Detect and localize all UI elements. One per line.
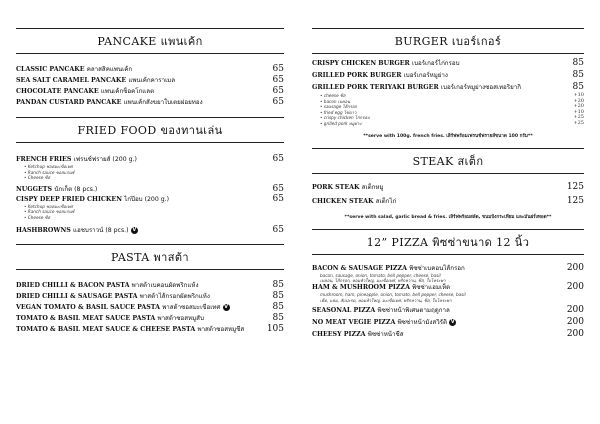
burger-item: [312, 60, 584, 68]
item-name: CHICKEN STEAK: [312, 197, 374, 205]
item-thai: เบอร์เกอร์หมูย่างซอสเทอริยากิ: [440, 84, 521, 91]
item-price: 85: [572, 70, 584, 80]
pizza-title: 12” PIZZA พิซซ่าขนาด 12 นิ้ว: [366, 235, 530, 249]
fried-top-rule: [16, 117, 284, 118]
pasta-top-rule: [16, 244, 284, 245]
item-thai: พาสต้าซอสมะเขือเทศ: [162, 303, 221, 311]
pizza-desc: mushroom, ham, pineapple, onion, tomato, bell pepper, cheese, basil: [320, 292, 466, 298]
item-thai: พาสต้าซอสหมูสับ: [157, 314, 204, 322]
pizza-top-rule: [312, 229, 584, 230]
item-price: 65: [272, 64, 284, 74]
item-thai: แฮชบราวน์ (8 pcs.): [72, 226, 129, 234]
item-price: 200: [566, 329, 584, 340]
pancake-item: [16, 88, 284, 96]
item-name: TOMATO & BASIL MEAT SAUCE PASTA: [16, 314, 156, 322]
addon-price: +25: [573, 114, 584, 121]
item-thai: พิซซ่าหน้าพิเศษตามฤดูกาล: [377, 307, 450, 315]
item-name: GRILLED PORK TERIYAKI BURGER: [312, 84, 439, 91]
option-note: • Cheese ชีส: [24, 175, 51, 181]
item-name: HASHBROWNS: [16, 226, 71, 234]
addon-price: +20: [573, 97, 584, 104]
pancake-item: [16, 77, 284, 85]
burger-title: BURGER เบอร์เกอร์: [394, 35, 502, 48]
item-thai: สเต็กไก่: [375, 197, 397, 205]
item-price: 105: [266, 323, 284, 334]
steak-top-rule: [312, 148, 584, 149]
right-column: [312, 28, 584, 339]
addon-name: • bacon เบคอน: [320, 98, 351, 104]
addon-name: • sausage ไส้กรอก: [320, 104, 358, 110]
vegan-badge-icon: V: [132, 226, 137, 233]
fried-title: FRIED FOOD ของทานเล่น: [77, 124, 223, 137]
item-thai: พาสต้าไส้กรอกผัดพริกแห้ง: [139, 292, 210, 300]
addon-price: +10: [573, 108, 584, 115]
pasta-bottom-rule: [16, 269, 284, 270]
item-name: DRIED CHILLI & BACON PASTA: [16, 281, 130, 289]
steak-item: [312, 195, 584, 206]
burger-bottom-rule: [312, 53, 584, 54]
item-price: 65: [272, 193, 284, 204]
item-name: CLASSIC PANCAKE: [16, 66, 85, 73]
pizza-desc: เบคอน, ไส้กรอก, หอมหัวใหญ่, มะเขือเทศ, พริกหวาน, ชีส, ใบโหระพา: [320, 277, 446, 283]
burger-item: [312, 84, 584, 92]
item-thai: พาสต้าซอสหมูชีส: [197, 325, 245, 333]
pasta-item: [16, 301, 284, 312]
pasta-item: [16, 312, 284, 323]
item-price: 125: [566, 181, 584, 192]
item-name: CISPY DEEP FRIED CHICKEN: [16, 195, 122, 203]
addon-note: [312, 121, 584, 127]
item-price: 125: [566, 195, 584, 206]
item-name: NUGGETS: [16, 185, 53, 193]
item-name: GRILLED PORK BURGER: [312, 72, 402, 79]
vegan-badge-icon: V: [224, 303, 228, 310]
item-thai: แพนเค้กคาราเมล: [128, 77, 176, 84]
item-name: HAM & MUSHROOM PIZZA: [312, 284, 410, 292]
item-name: CHOCOLATE PANCAKE: [16, 88, 99, 95]
item-thai: พิซซ่าหน้าชีส: [367, 331, 404, 339]
pancake-item: [16, 99, 284, 107]
item-price: 200: [566, 262, 584, 273]
item-thai: เบอร์เกอร์ไก่กรอบ: [411, 60, 460, 67]
item-name: SEA SALT CARAMEL PANCAKE: [16, 77, 127, 84]
pizza-item-cheesy: [312, 331, 584, 339]
pancake-top-rule: [16, 28, 284, 29]
burger-item: [312, 72, 584, 80]
item-thai: พาสต้าเบคอนผัดพริกแห้ง: [131, 281, 199, 289]
pizza-item-bacon: [312, 262, 584, 273]
pasta-item: [16, 279, 284, 290]
item-price: 65: [272, 183, 284, 194]
item-name: VEGAN TOMATO & BASIL SAUCE PASTA: [16, 303, 161, 311]
fried-item-chicken: [16, 193, 284, 204]
item-thai: พิซซ่าหน้ามังสวิรัติ: [397, 319, 448, 327]
pizza-item-seasonal: [312, 307, 584, 315]
item-name: FRENCH FRIES: [16, 156, 72, 163]
item-price: 65: [272, 86, 284, 96]
item-name: PORK STEAK: [312, 183, 360, 191]
addon-name: • fried egg ไข่ดาว: [320, 109, 357, 115]
item-price: 85: [272, 301, 284, 312]
pancake-bottom-rule: [16, 53, 284, 54]
item-name: NO MEAT VEGIE PIZZA: [312, 319, 396, 327]
fried-item-hashbrowns: [16, 224, 284, 235]
item-price: 65: [272, 97, 284, 107]
left-column: [16, 28, 284, 334]
addon-name: • cheese ชีส: [320, 93, 346, 98]
pancake-title: PANCAKE แพนเค้ก: [97, 35, 203, 48]
item-price: 85: [272, 279, 284, 290]
vegan-badge-icon: V: [450, 319, 455, 326]
option-note: • Ranch sauce ซอสแรนช์: [24, 169, 75, 175]
addon-price: +20: [573, 103, 584, 110]
option-note: • Cheese ชีส: [24, 214, 51, 220]
item-price: 85: [572, 58, 584, 68]
item-name: PANDAN CUSTARD PANCAKE: [16, 99, 122, 106]
steak-serve-note: **serve with salad, garlic bread & fries. เสิร์ฟพร้อมสลัด, ขนมปังกระเทียม และมันฝรั่งทอด**: [344, 214, 552, 220]
item-thai: แพนเค้กสังขยาใบเตยฝอยทอง: [123, 99, 203, 106]
item-price: 200: [566, 282, 584, 293]
pancake-item: [16, 66, 284, 74]
item-name: DRIED CHILLI & SAUSAGE PASTA: [16, 292, 138, 300]
pizza-item-ham: [312, 284, 584, 292]
item-price: 65: [272, 75, 284, 85]
steak-title: STEAK สเต็ก: [412, 154, 484, 168]
item-thai: เบอร์เกอร์หมูย่าง: [403, 72, 448, 79]
item-name: TOMATO & BASIL MEAT SAUCE & CHEESE PASTA: [16, 325, 196, 333]
item-price: 200: [566, 305, 584, 316]
item-thai: สเต็กหมู: [361, 183, 384, 191]
item-price: 65: [272, 224, 284, 235]
pizza-desc: bacon, sausage, onion, tomato, bell pepper, cheese, basil: [320, 272, 441, 278]
item-thai: คลาสสิคแพนเค้ก: [86, 66, 133, 73]
item-price: 85: [272, 290, 284, 301]
item-thai: พิซซ่าเบคอนไส้กรอก: [409, 264, 465, 272]
item-price: 65: [272, 154, 284, 164]
item-thai: นักเก็ต (8 pcs.): [54, 185, 98, 193]
pasta-item: [16, 290, 284, 301]
steak-item: [312, 181, 584, 192]
item-name: CHEESY PIZZA: [312, 331, 366, 339]
item-price: 200: [566, 317, 584, 328]
item-price: 85: [272, 312, 284, 323]
item-name: SEASONAL PIZZA: [312, 307, 376, 315]
addon-price: +25: [573, 119, 584, 126]
burger-serve-note: **serve with 100g. french fries. เสิร์ฟพร้อมเฟรนช์ฟรายส์ขนาด 100 กรัม**: [363, 133, 533, 139]
pasta-title: PASTA พาสต้า: [111, 250, 189, 264]
addon-name: • crispy chicken ไก่กรอบ: [320, 115, 370, 121]
item-price: 85: [572, 82, 584, 92]
pizza-desc: เห็ด, แฮม, สับปะรด, หอมหัวใหญ่, มะเขือเทศ, พริกหวาน, ชีส, ใบโหระพา: [320, 297, 452, 303]
item-thai: แพนเค้กช็อคโกแลต: [100, 88, 155, 95]
pizza-bottom-rule: [312, 254, 584, 255]
steak-bottom-rule: [312, 173, 584, 174]
item-thai: เฟรนช์ฟรายส์ (200 g.): [73, 156, 137, 163]
pasta-item: [16, 323, 284, 334]
item-name: CRISPY CHICKEN BURGER: [312, 60, 410, 67]
item-thai: ไก่ป๊อบ (200 g.): [124, 195, 170, 203]
fried-item-nuggets: [16, 183, 284, 194]
burger-top-rule: [312, 28, 584, 29]
option-note: • Ketchup ซอสมะเขือเทศ: [24, 203, 73, 209]
pizza-item-vegie: [312, 319, 584, 327]
addon-name: • grilled pork หมูย่าง: [320, 120, 362, 126]
option-note: • Ranch sauce ซอสแรนช์: [24, 209, 75, 215]
addon-price: +10: [573, 92, 584, 98]
fried-item-french-fries: [16, 156, 284, 164]
fried-bottom-rule: [16, 142, 284, 143]
item-thai: พิซซ่าแฮมเห็ด: [412, 284, 451, 292]
option-note: • Ketchup ซอสมะเขือเทศ: [24, 164, 73, 169]
item-name: BACON & SAUSAGE PIZZA: [312, 264, 408, 272]
